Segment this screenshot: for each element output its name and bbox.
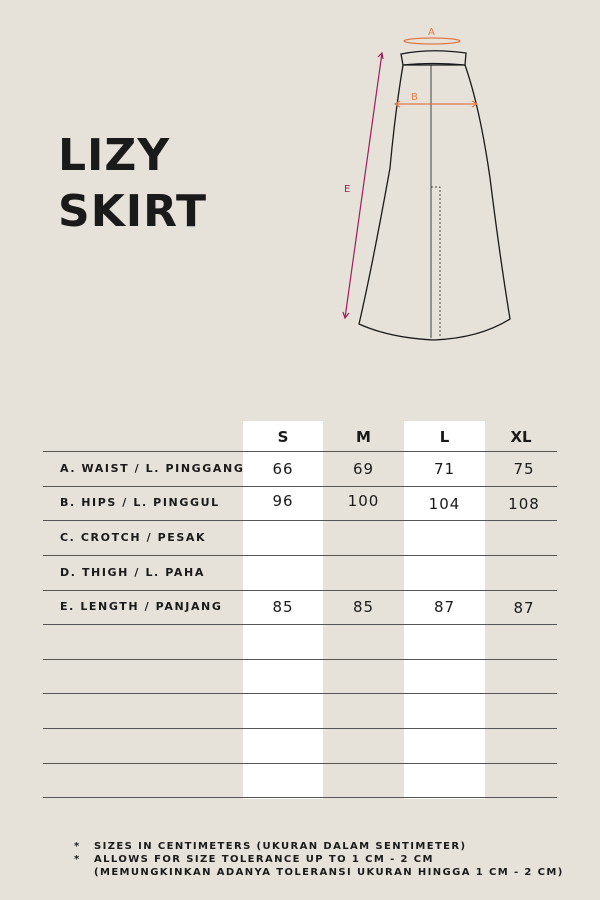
cell-length-s: 85 xyxy=(272,598,294,616)
cell-thigh-l xyxy=(404,556,485,590)
cell-crotch-s xyxy=(243,521,323,555)
waist-measure-mark xyxy=(404,38,460,44)
label-a: A xyxy=(428,27,435,38)
note-units-text: SIZES IN CENTIMETERS (UKURAN DALAM SENTIMETER) xyxy=(94,841,467,852)
row-label-length: E. LENGTH / PANJANG xyxy=(60,600,223,613)
row-divider xyxy=(43,728,557,729)
cell-hips-l: 104 xyxy=(428,495,461,513)
page-title xyxy=(58,128,207,240)
size-header-l: L xyxy=(439,428,450,446)
title-line-2: SKIRT xyxy=(58,186,208,237)
note-bullet: * xyxy=(74,841,81,852)
size-chart-table xyxy=(43,421,557,799)
skirt-outline xyxy=(359,65,510,340)
label-b: B xyxy=(411,92,418,103)
cell-waist-xl: 75 xyxy=(513,460,535,478)
size-header-xl: XL xyxy=(510,428,532,446)
note-units xyxy=(74,840,564,853)
slit-line xyxy=(431,187,440,338)
cell-thigh-m xyxy=(323,556,404,590)
row-divider xyxy=(43,763,557,764)
cell-crotch-m xyxy=(323,521,404,555)
note-tolerance-translation: (MEMUNGKINKAN ADANYA TOLERANSI UKURAN HINGGA 1 CM - 2 CM) xyxy=(94,867,564,878)
cell-length-l: 87 xyxy=(433,598,456,616)
note-bullet: * xyxy=(74,854,81,865)
size-header-s: S xyxy=(277,428,289,446)
waistband-outline xyxy=(401,51,466,65)
cell-hips-s: 96 xyxy=(272,492,294,510)
cell-hips-xl: 108 xyxy=(508,495,540,513)
label-e: E xyxy=(344,184,351,195)
cell-waist-s: 66 xyxy=(272,460,294,478)
row-divider xyxy=(43,797,557,798)
size-header-m: M xyxy=(356,428,371,446)
cell-hips-m: 100 xyxy=(347,492,380,510)
row-label-hips: B. HIPS / L. PINGGUL xyxy=(60,496,220,509)
row-label-waist: A. WAIST / L. PINGGANG xyxy=(60,462,245,475)
title-line-1: LIZY xyxy=(58,130,171,181)
footnotes xyxy=(74,840,564,879)
cell-waist-m: 69 xyxy=(352,460,375,478)
cell-crotch-xl xyxy=(485,521,563,555)
cell-crotch-l xyxy=(404,521,485,555)
cell-thigh-s xyxy=(243,556,323,590)
length-measure-arrow xyxy=(345,53,382,318)
row-label-thigh: D. THIGH / L. PAHA xyxy=(60,566,205,579)
cell-length-m: 85 xyxy=(352,598,375,616)
row-divider xyxy=(43,659,557,660)
note-tolerance-text: ALLOWS FOR SIZE TOLERANCE UP TO 1 CM - 2 CM xyxy=(94,854,434,865)
row-label-crotch: C. CROTCH / PESAK xyxy=(60,531,207,544)
row-divider xyxy=(43,693,557,694)
note-tolerance xyxy=(74,853,564,866)
cell-waist-l: 71 xyxy=(433,460,456,478)
cell-length-xl: 87 xyxy=(513,599,535,617)
cell-thigh-xl xyxy=(485,556,563,590)
skirt-diagram xyxy=(330,18,530,348)
row-divider xyxy=(43,624,557,625)
